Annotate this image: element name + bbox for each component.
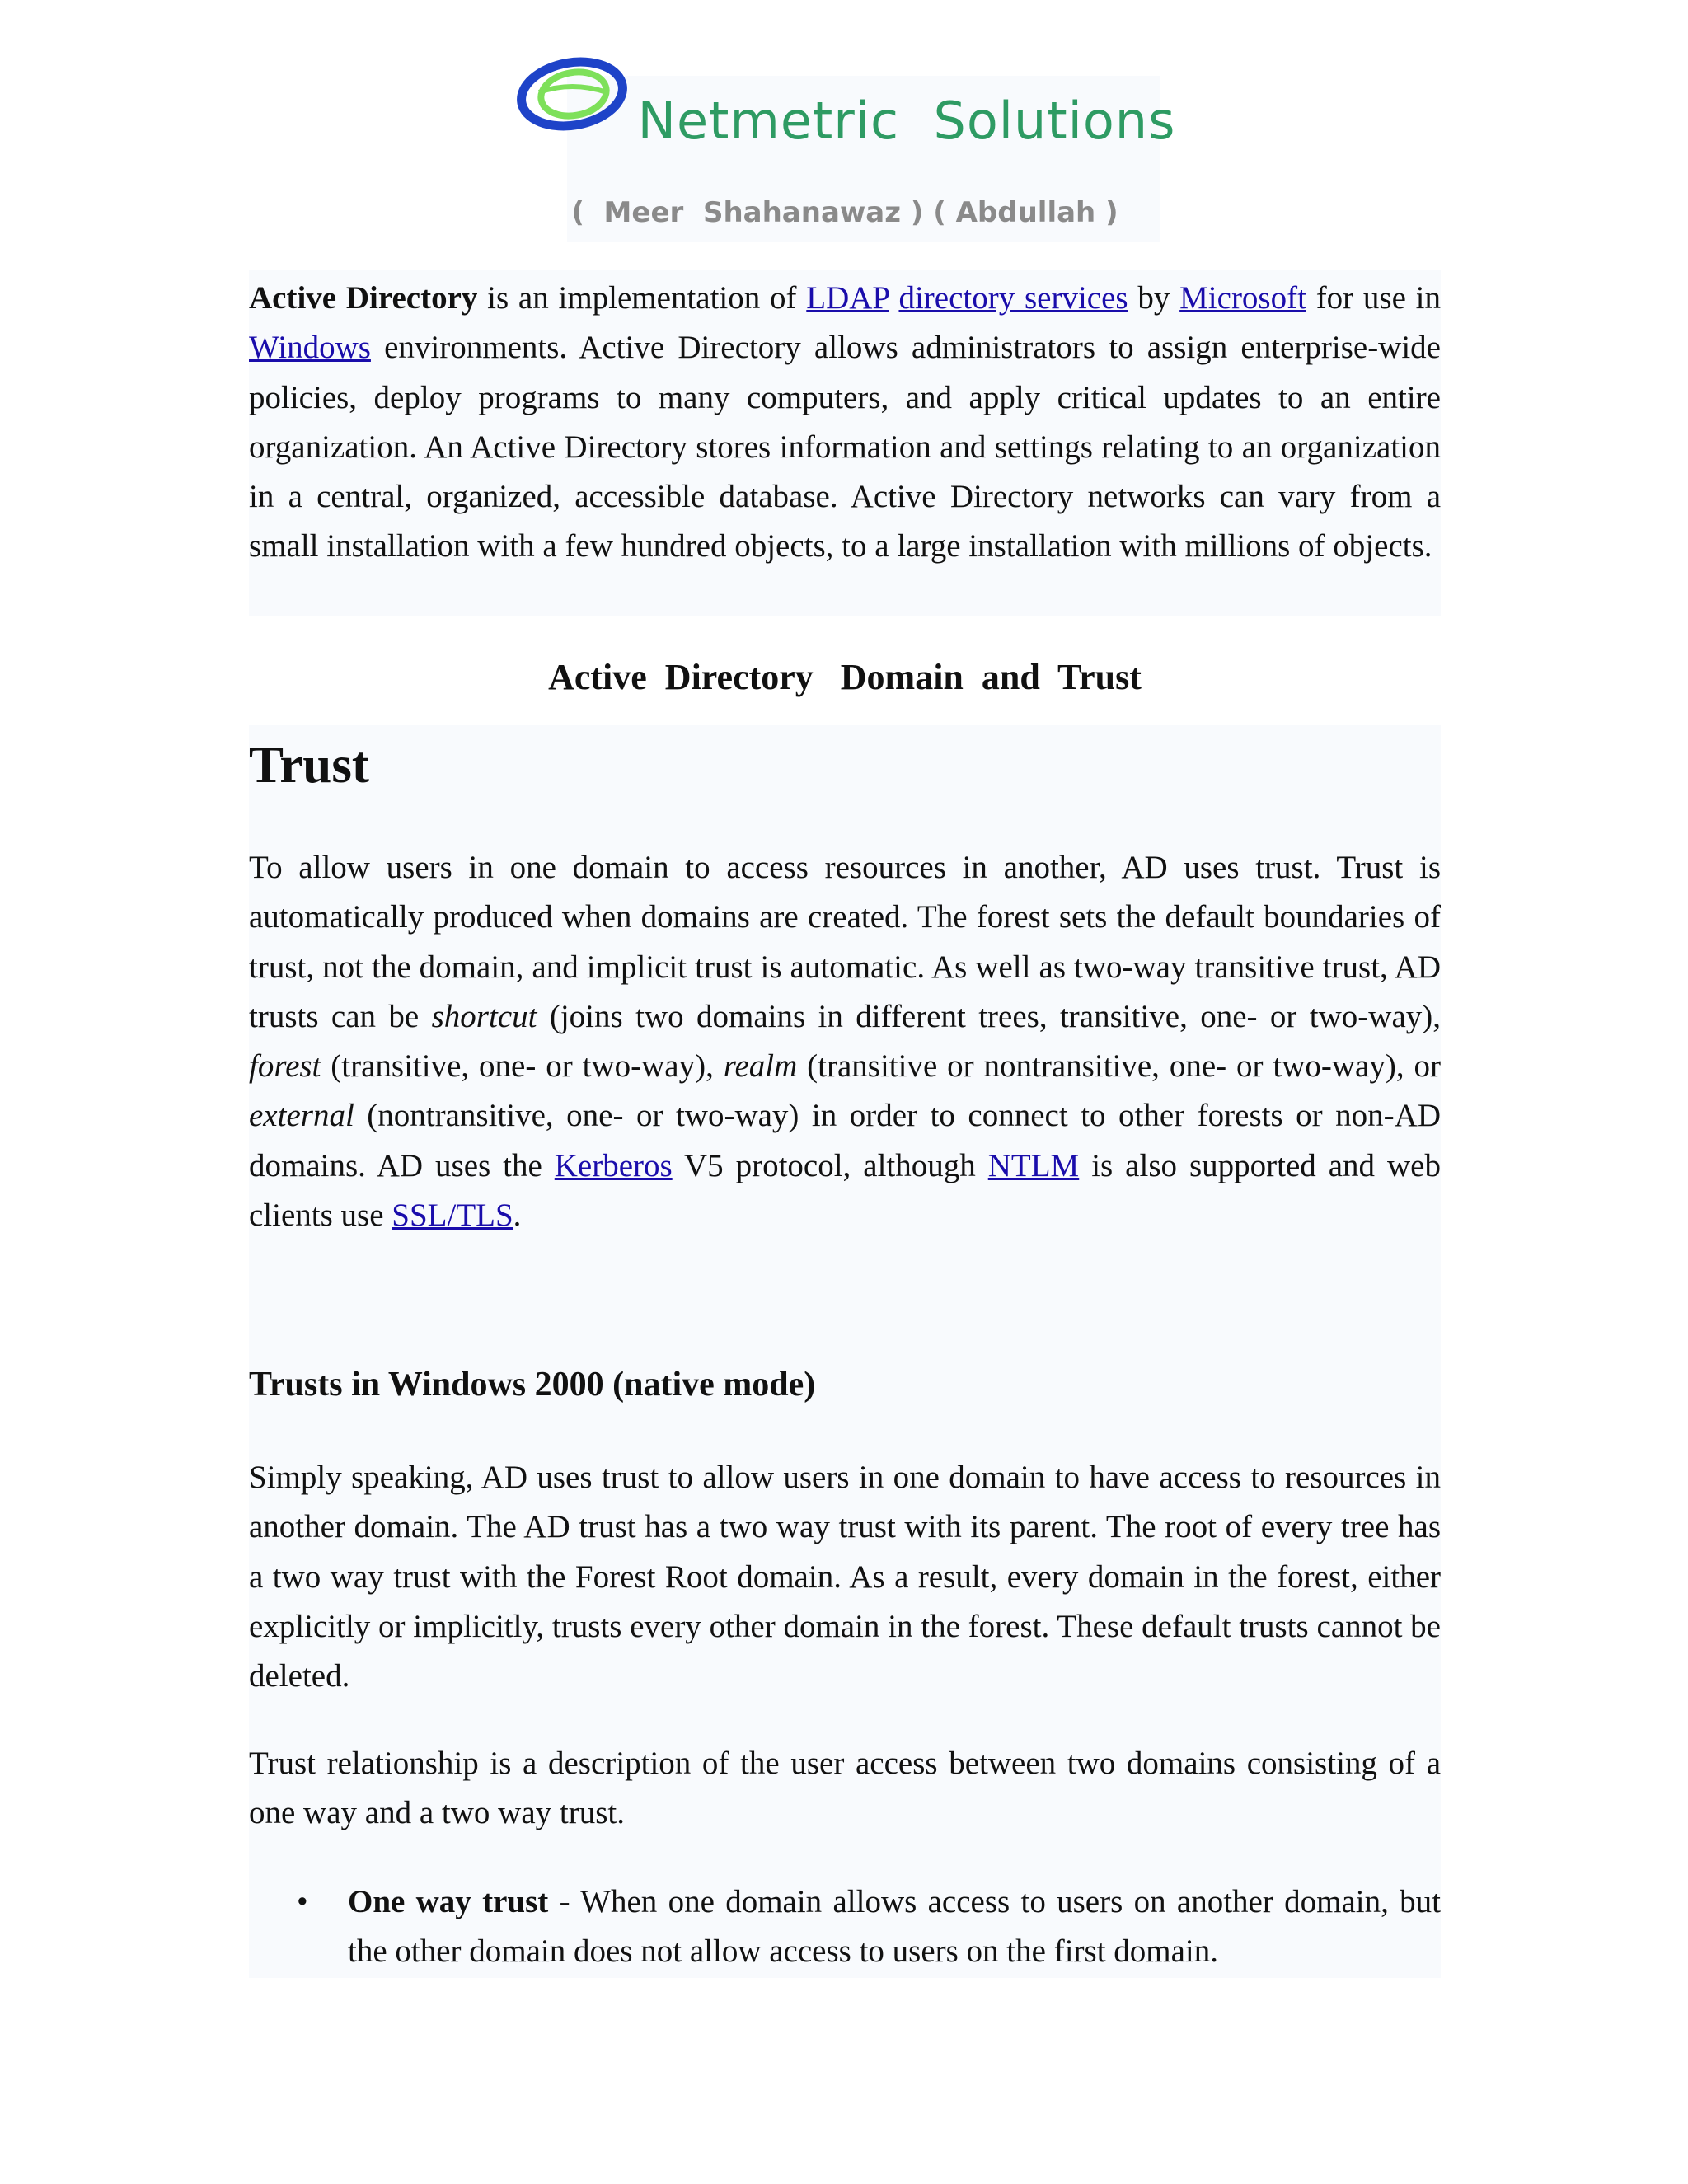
link-ssl-tls[interactable]: SSL/TLS: [392, 1197, 513, 1234]
intro-term: Active Directory: [249, 280, 478, 316]
link-ldap[interactable]: LDAP: [806, 280, 889, 316]
netmetric-logo-icon: [514, 56, 635, 135]
document-heading: Active Directory Domain and Trust: [548, 657, 1142, 697]
link-windows[interactable]: Windows: [249, 330, 371, 366]
one-way-trust-term: One way trust: [348, 1884, 549, 1919]
link-kerberos[interactable]: Kerberos: [554, 1147, 673, 1183]
w2k-paragraph-2: Trust relationship is a description of the user access between two domains consisting of a one way and a two way trust.: [249, 1746, 1441, 1831]
intro-paragraph: Active Directory is an implementation of LDAP directory services by Microsoft for use in Windows environments. Active Directory allows administrators to assign enterprise-wide policies, deploy programs to many computers, and apply critical updates to an entire organization. An Active Directory stores information and settings relating to an organization in a central, organized, accessible database. Active Directory networks can vary from a small installation with a few hundred objects, to a large installation with millions of objects.: [249, 280, 1442, 565]
authors-line: ( Meer Shahanawaz ) ( Abdullah ): [571, 196, 1118, 229]
w2k-paragraph-1: Simply speaking, AD uses trust to allow users in one domain to have access to resources in another domain. The AD trust has a two way trust with its parent. The root of every tree has a two way trust with the Forest Root domain. As a result, every domain in the forest, either explicitly or implicitly, trusts every other domain in the forest. These default trusts cannot be deleted.: [249, 1460, 1441, 1694]
term-shortcut: shortcut: [431, 998, 537, 1034]
list-item-one-way-trust: One way trust - When one domain allows access to users on another domain, but the other domain does not allow access to users on the first domain.: [348, 1884, 1442, 1970]
link-microsoft[interactable]: Microsoft: [1179, 280, 1306, 316]
windows-2000-heading: Trusts in Windows 2000 (native mode): [249, 1366, 816, 1404]
trust-paragraph: To allow users in one domain to access resources in another, AD uses trust. Trust is automatically produced when domains are created. The forest sets the default boundaries of trust, not the domain, and implicit trust is automatic. As well as two-way transitive trust, AD trusts can be shortcut (joins two domains in different trees, transitive, one- or two-way), forest (transitive, one- or two-way), realm (transitive or nontransitive, one- or two-way), or external (nontransitive, one- or two-way) in order to connect to other forests or non-AD domains. AD uses the Kerberos V5 protocol, although NTLM is also supported and web clients use SSL/TLS.: [249, 850, 1441, 1234]
term-realm: realm: [723, 1048, 798, 1085]
bullet-icon: •: [297, 1884, 308, 1919]
term-external: external: [249, 1098, 354, 1134]
link-directory-services[interactable]: directory services: [898, 280, 1128, 316]
link-ntlm[interactable]: NTLM: [987, 1147, 1080, 1183]
trust-heading: Trust: [249, 736, 369, 794]
term-forest: forest: [249, 1048, 321, 1085]
brand-header: [249, 68, 1441, 166]
brand-name: Netmetric Solutions: [637, 91, 1176, 151]
